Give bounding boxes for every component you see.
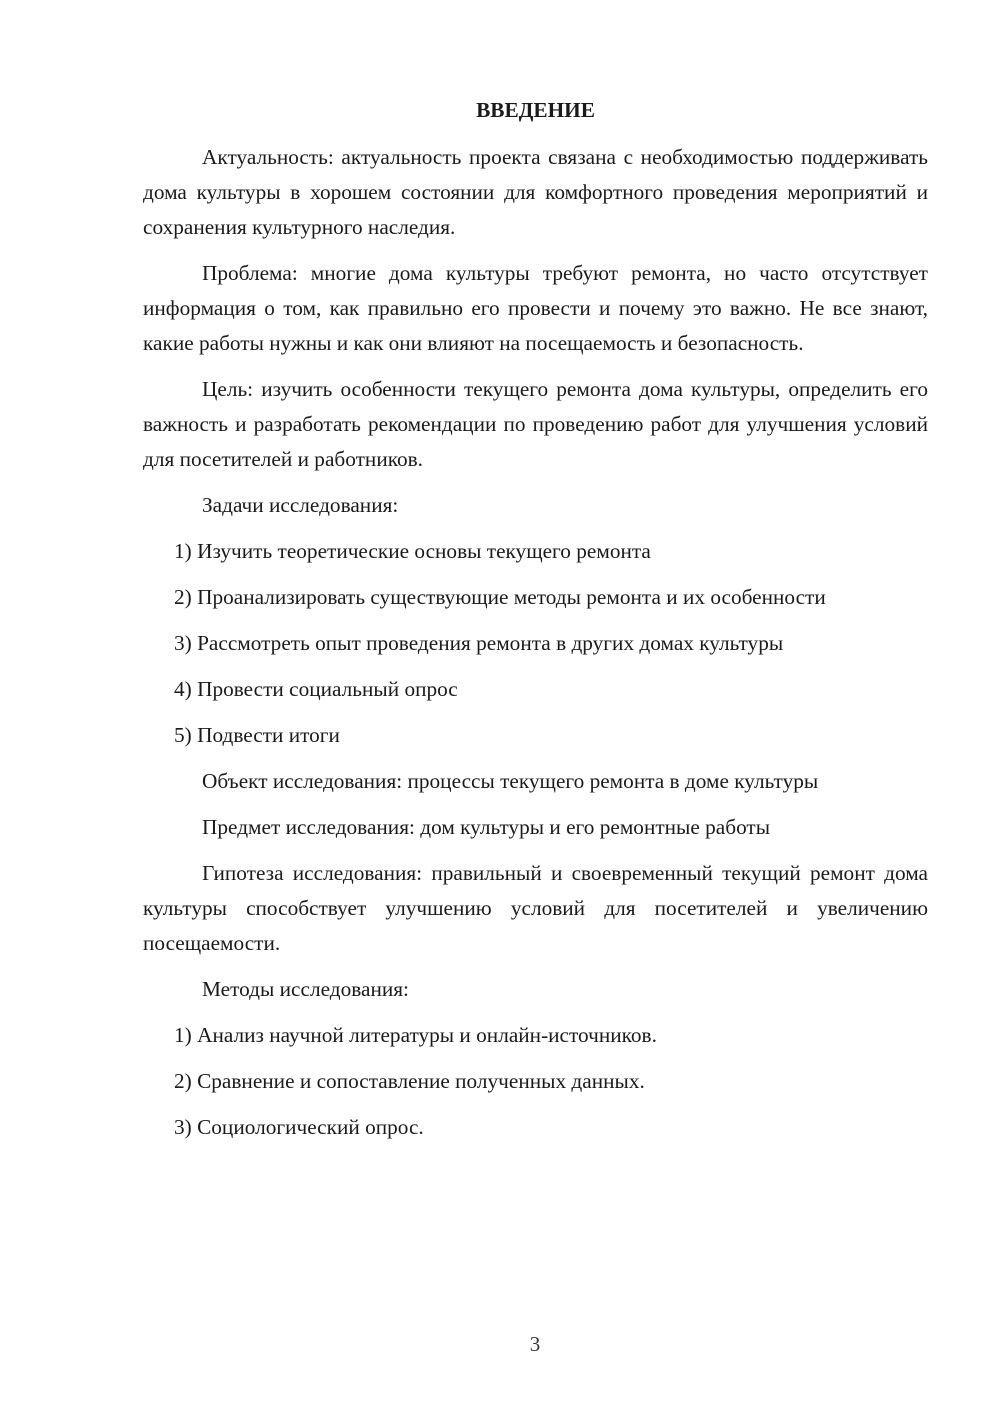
subject-paragraph: Предмет исследования: дом культуры и его ремонтные работы [202, 815, 771, 839]
method-item: 1) Анализ научной литературы и онлайн-источников. [174, 1023, 657, 1047]
method-item: 3) Социологический опрос. [174, 1115, 424, 1139]
method-item: 2) Сравнение и сопоставление полученных данных. [174, 1069, 645, 1093]
methods-title: Методы исследования: [202, 977, 409, 1001]
tasks-title: Задачи исследования: [202, 493, 399, 517]
hypothesis-paragraph: Гипотеза исследования: правильный и своевременный текущий ремонт дома культуры способствует улучшению условий для посетителей и увеличению посещаемости. [143, 861, 928, 955]
task-item: 5) Подвести итоги [174, 723, 340, 747]
task-item: 4) Провести социальный опрос [174, 677, 458, 701]
document-body [143, 93, 928, 1156]
problem-paragraph: Проблема: многие дома культуры требуют ремонта, но часто отсутствует информация о том, как правильно его провести и почему это важно. Не все знают, какие работы нужны и как они влияют на посещаемость и безопасность. [143, 261, 928, 355]
task-item: 2) Проанализировать существующие методы ремонта и их особенности [174, 585, 826, 609]
page-number: 3 [529, 1332, 541, 1356]
relevance-paragraph: Актуальность: актуальность проекта связана с необходимостью поддерживать дома культуры в хорошем состоянии для комфортного проведения мероприятий и сохранения культурного наследия. [143, 145, 928, 239]
task-item: 3) Рассмотреть опыт проведения ремонта в других домах культуры [174, 631, 784, 655]
goal-paragraph: Цель: изучить особенности текущего ремонта дома культуры, определить его важность и разработать рекомендации по проведению работ для улучшения условий для посетителей и работников. [143, 377, 928, 471]
task-item: 1) Изучить теоретические основы текущего ремонта [174, 539, 651, 563]
object-paragraph: Объект исследования: процессы текущего ремонта в доме культуры [202, 769, 819, 793]
section-heading: ВВЕДЕНИЕ [476, 98, 595, 122]
